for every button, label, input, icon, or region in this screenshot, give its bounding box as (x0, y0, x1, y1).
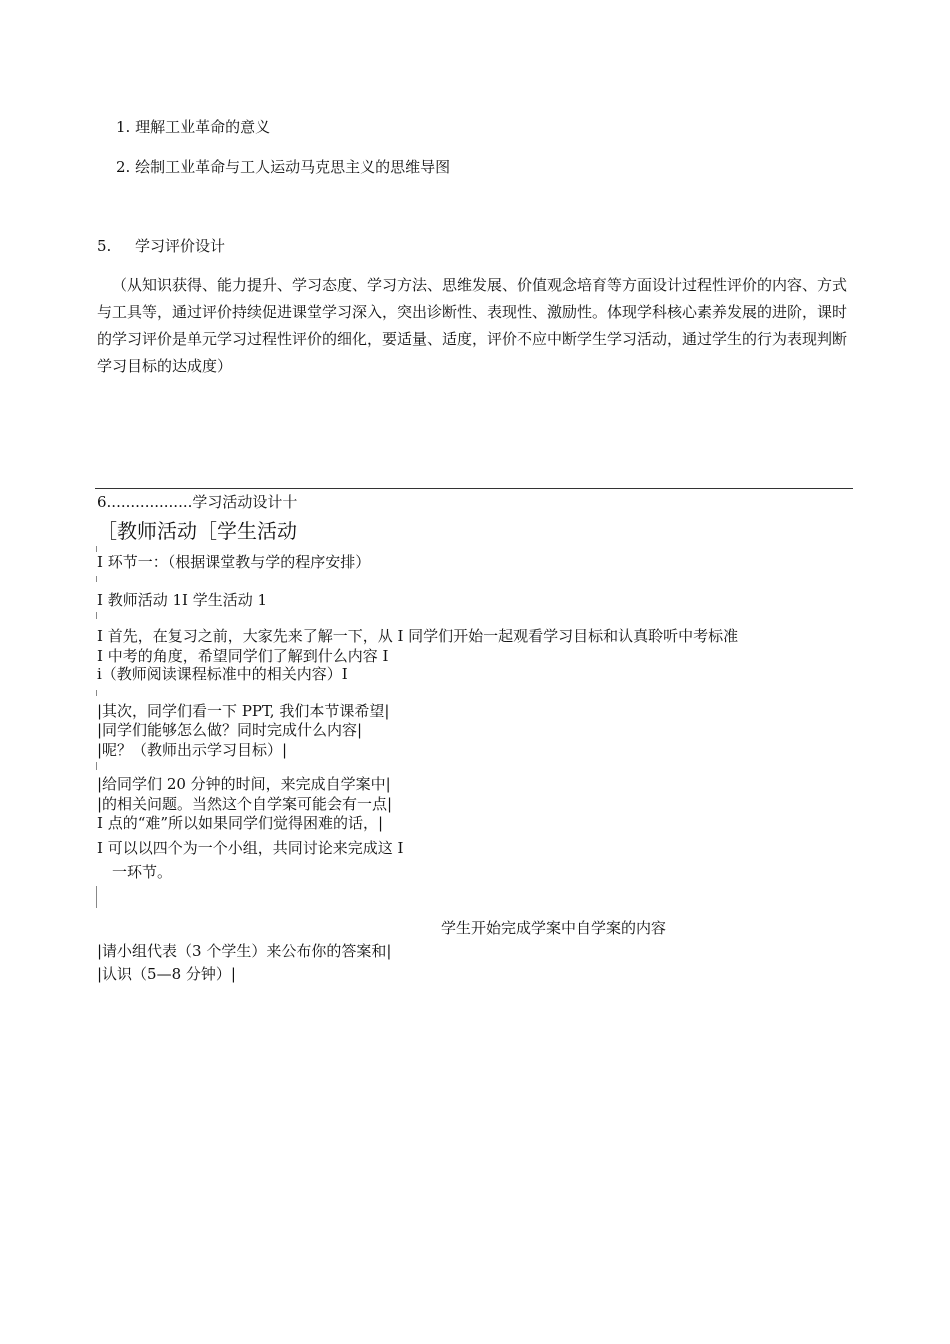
activity-line: |其次，同学们看一下 PPT, 我们本节课希望| (97, 702, 390, 720)
border-tick (96, 762, 97, 770)
activity-line: |呢？（教师出示学习目标）| (97, 741, 288, 759)
activity-line: I 中考的角度，希望同学们了解到什么内容 I (97, 647, 389, 665)
evaluation-paragraph: （从知识获得、能力提升、学习态度、学习方法、思维发展、价值观念培育等方面设计过程性评价的内容、方式与工具等，通过评价持续促进课堂学习深入，突出诊断性、表现性、激励性。体现学科核心素养发展的进阶，课时的学习评价是单元学习过程性评价的细化，要适量、适度，评价不应中断学生学习活动，通过学生的行为表现判断学习目标的达成度） (97, 276, 848, 375)
activity-line: i（教师阅读课程标准中的相关内容）I (97, 665, 348, 683)
activity-line: |的相关问题。当然这个自学案可能会有一点| (97, 795, 393, 813)
activity-line: I 点的“难”所以如果同学们觉得困难的话，| (97, 814, 384, 832)
border-tick (96, 612, 97, 619)
activity-line: |给同学们 20 分钟的时间，来完成自学案中| (97, 775, 391, 793)
border-tick (96, 886, 97, 908)
border-tick (96, 690, 97, 696)
segment-one: I 环节一：（根据课堂教与学的程序安排） (97, 553, 371, 571)
section-5-title: 学习评价设计 (135, 237, 226, 255)
activity-line: I 可以以四个为一个小组，共同讨论来完成这 I (97, 839, 404, 857)
horizontal-rule (95, 488, 853, 489)
section-6-heading: 6..................学习活动设计十 (97, 493, 298, 511)
border-tick (96, 576, 97, 582)
activity-line: |同学们能够怎么做？同时完成什么内容| (97, 721, 363, 739)
objective-1: 1. 理解工业革命的意义 (116, 118, 271, 136)
objective-2: 2. 绘制工业革命与工人运动马克思主义的思维导图 (116, 158, 451, 176)
section-5-number: 5. (97, 237, 112, 255)
activity-line: |请小组代表（3 个学生）来公布你的答案和| (97, 942, 392, 960)
activity-header: I 教师活动 1I 学生活动 1 (97, 591, 268, 609)
columns-header: ［教师活动［学生活动 (97, 519, 297, 543)
activity-line: 一环节。 (112, 863, 173, 881)
student-activity-line: 学生开始完成学案中自学案的内容 (441, 919, 667, 937)
activity-line: |认识（5—8 分钟）| (97, 965, 236, 983)
activity-line: I 首先，在复习之前，大家先来了解一下，从 I 同学们开始一起观看学习目标和认真聆听中考标准 (97, 627, 739, 645)
